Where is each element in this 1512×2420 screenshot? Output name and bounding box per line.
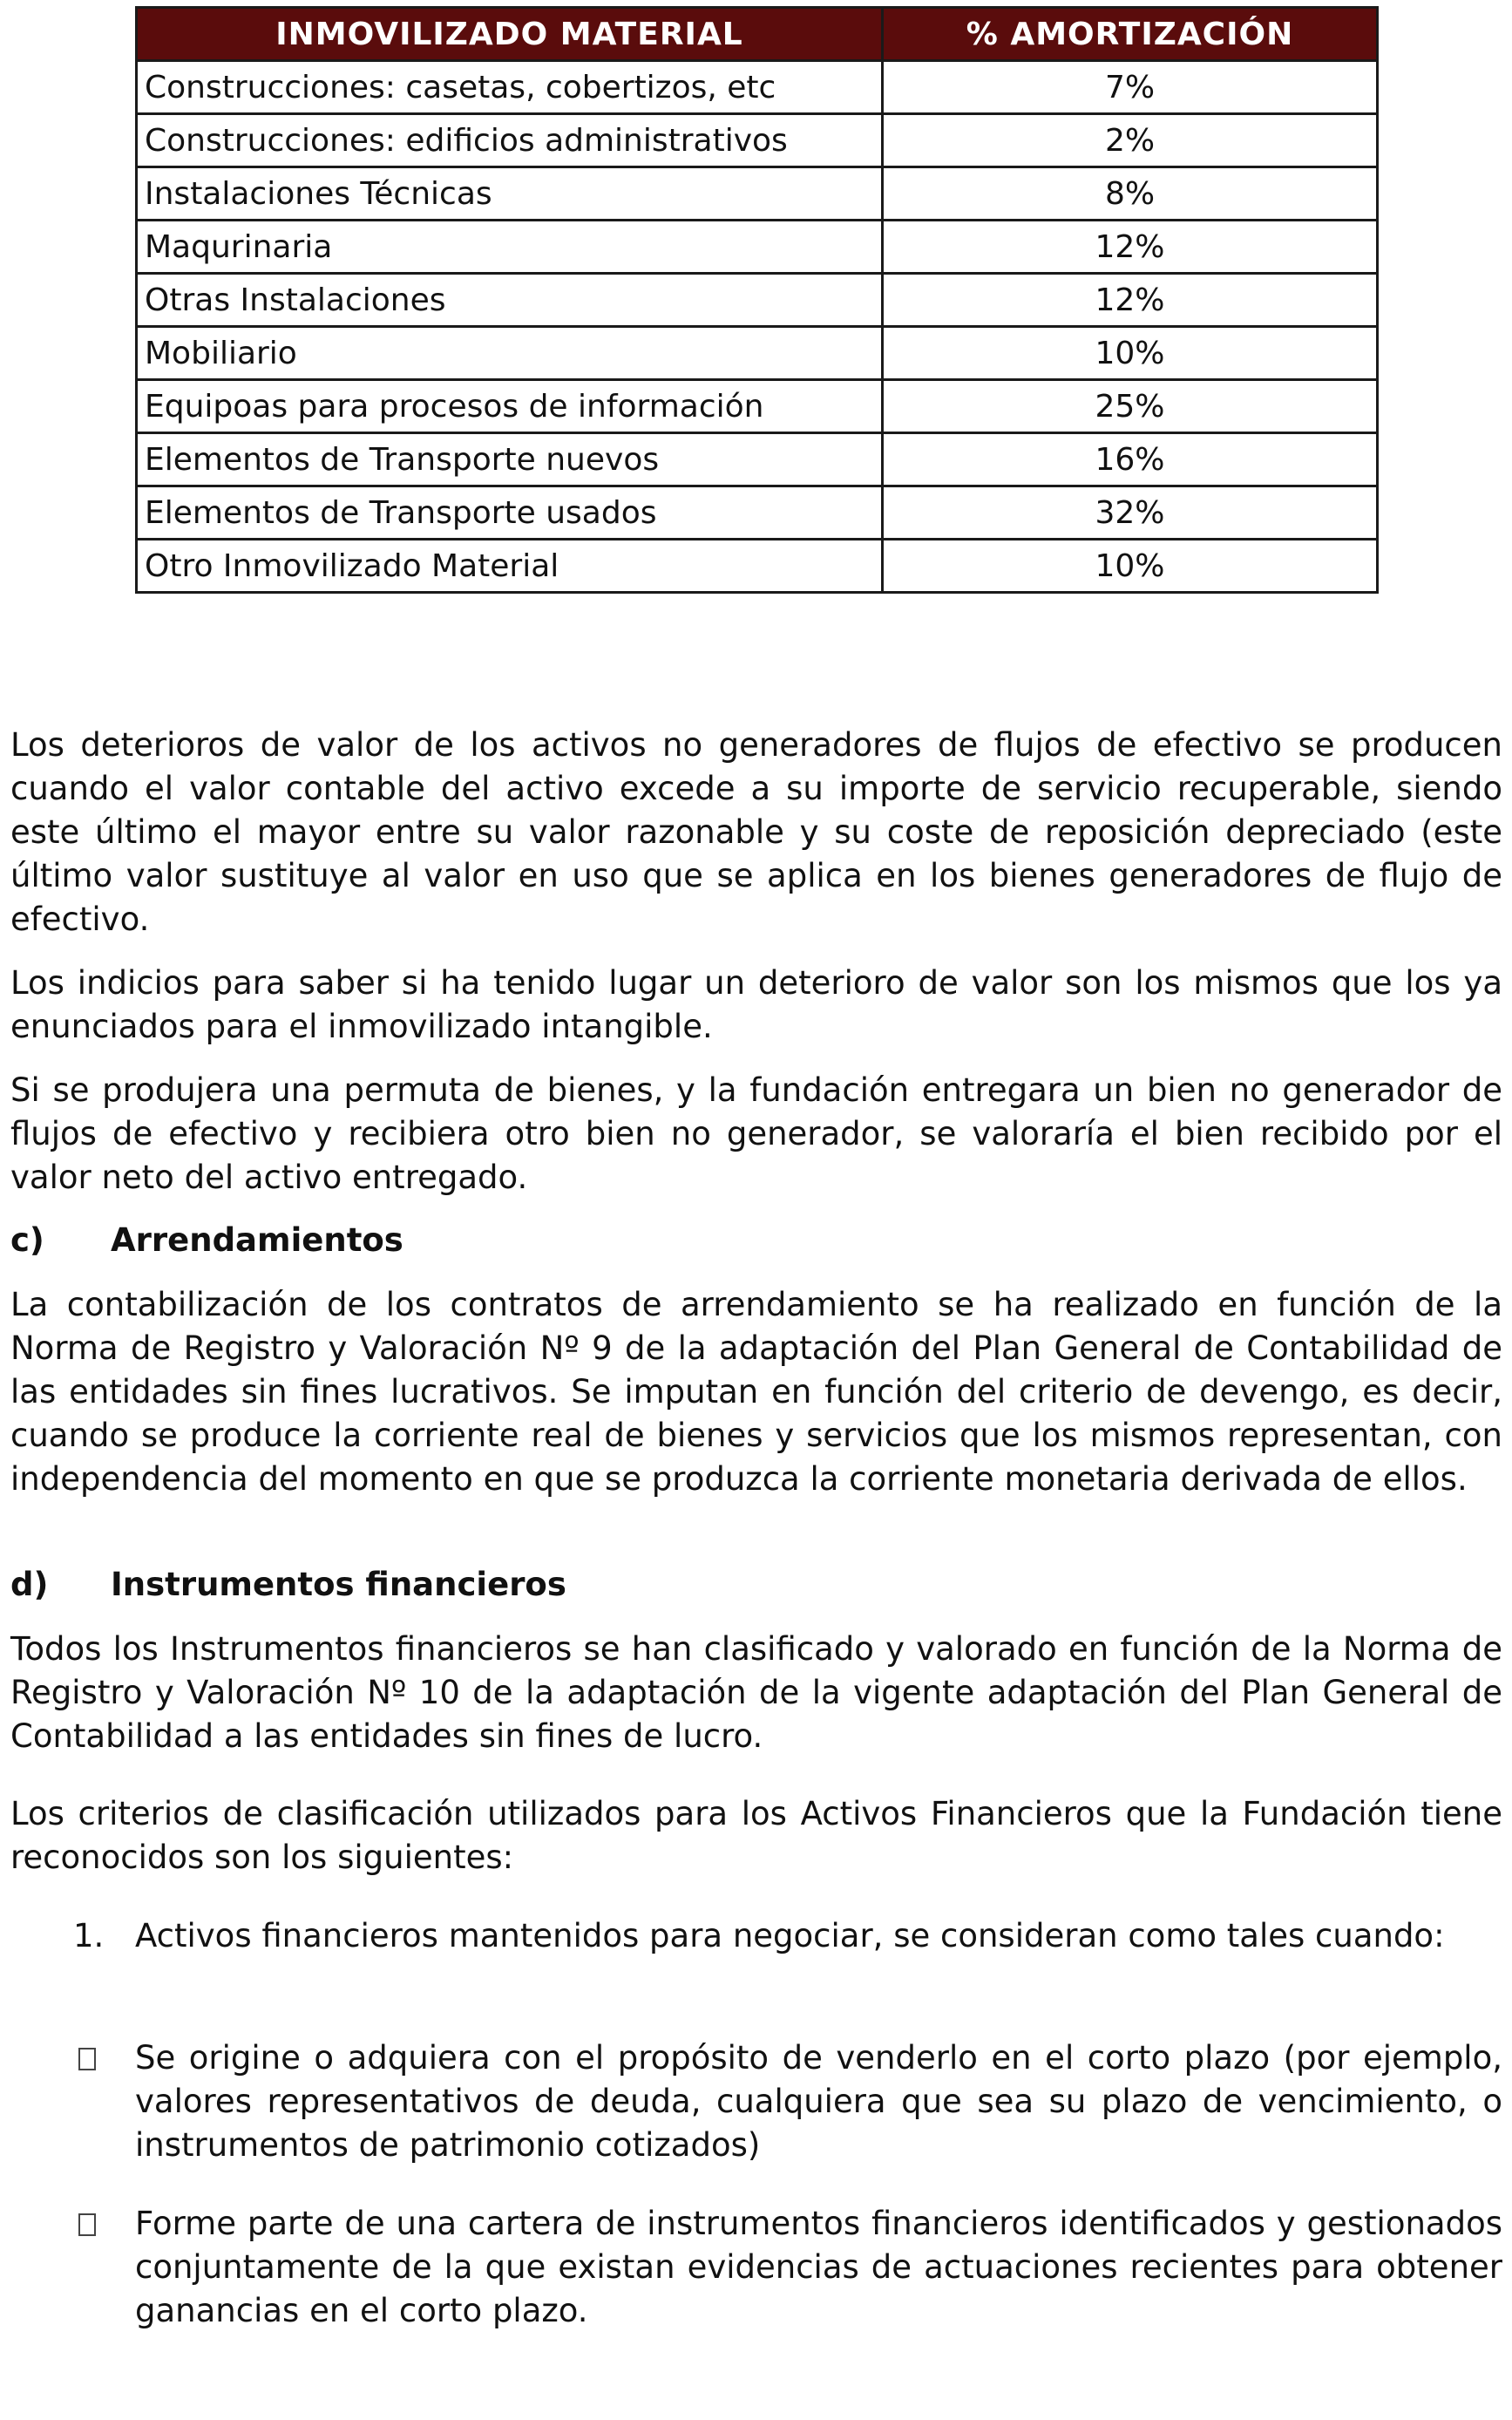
bullet-box-icon — [78, 2036, 96, 2082]
section-letter: d) — [10, 1566, 49, 1603]
percent-cell: 7% — [883, 61, 1378, 114]
paragraph-permuta: Si se produjera una permuta de bienes, y la fundación entregara un bien no generador de flujos de efectivo y recibiera otro bien no generador, se valoraría el bien recibido por el valor neto del activo entregado. — [10, 1071, 1502, 1196]
list-item-text: Activos financieros mantenidos para negociar, se consideran como tales cuando: — [135, 1917, 1445, 1954]
table-header-row — [137, 8, 1378, 61]
table-row — [137, 167, 1378, 221]
percent-cell: 12% — [883, 274, 1378, 327]
amortization-table — [135, 6, 1379, 594]
asset-cell: Construcciones: casetas, cobertizos, etc — [137, 61, 883, 114]
column-header-asset: INMOVILIZADO MATERIAL — [137, 8, 883, 61]
table-row — [137, 380, 1378, 433]
asset-cell: Mobiliario — [137, 327, 883, 380]
table-row — [137, 327, 1378, 380]
table-row — [137, 274, 1378, 327]
percent-cell: 32% — [883, 486, 1378, 540]
table-row — [137, 114, 1378, 167]
section-title: Instrumentos financieros — [111, 1566, 566, 1603]
table-row — [137, 486, 1378, 540]
paragraph-deterioros: Los deterioros de valor de los activos no generadores de flujos de efectivo se producen cuando el valor contable del activo excede a su importe de servicio recuperable, siendo este último el mayor entre su valor razonable y su coste de reposición depreciado (este último valor sustituye al valor en uso que se aplica en los bienes generadores de flujo de efectivo. — [10, 726, 1502, 938]
column-header-percent: % AMORTIZACIÓN — [883, 8, 1378, 61]
paragraph-arrendamientos: La contabilización de los contratos de arrendamiento se ha realizado en función de la Norma de Registro y Valoración Nº 9 de la adaptación del Plan General de Contabilidad de las entidades sin fines lucrativos. Se imputan en función del criterio de devengo, es decir, cuando se produce la corriente real de bienes y servicios que los mismos representan, con independencia del momento en que se produzca la corriente monetaria derivada de ellos. — [10, 1286, 1502, 1498]
list-item-text: Forme parte de una cartera de instrumentos financieros identificados y gestionados conjuntamente de la que existan evidencias de actuaciones recientes para obtener ganancias en el corto plazo. — [135, 2205, 1502, 2329]
percent-cell: 16% — [883, 433, 1378, 486]
asset-cell: Elementos de Transporte nuevos — [137, 433, 883, 486]
asset-cell: Maqurinaria — [137, 221, 883, 274]
percent-cell: 12% — [883, 221, 1378, 274]
percent-cell: 2% — [883, 114, 1378, 167]
paragraph-instrumentos: Todos los Instrumentos financieros se han clasificado y valorado en función de la Norma de Registro y Valoración Nº 10 de la adaptación de la vigente adaptación del Plan General de Contabilidad a las entidades sin fines de lucro. — [10, 1630, 1502, 1755]
percent-cell: 10% — [883, 540, 1378, 593]
asset-cell: Construcciones: edificios administrativos — [137, 114, 883, 167]
asset-cell: Otro Inmovilizado Material — [137, 540, 883, 593]
asset-cell: Instalaciones Técnicas — [137, 167, 883, 221]
table-row — [137, 221, 1378, 274]
section-title: Arrendamientos — [111, 1221, 403, 1259]
table-row — [137, 433, 1378, 486]
asset-cell: Equipoas para procesos de información — [137, 380, 883, 433]
section-letter: c) — [10, 1221, 44, 1259]
asset-cell: Otras Instalaciones — [137, 274, 883, 327]
bullet-box-icon — [78, 2202, 96, 2247]
paragraph-indicios: Los indicios para saber si ha tenido lugar un deterioro de valor son los mismos que los ya enunciados para el inmovilizado intangible. — [10, 964, 1502, 1045]
table-row — [137, 540, 1378, 593]
bullet-list-item — [10, 2202, 1502, 2333]
list-number: 1. — [73, 1917, 105, 1954]
bullet-list-item — [10, 2036, 1502, 2167]
list-item-text: Se origine o adquiera con el propósito de venderlo en el corto plazo (por ejemplo, valores representativos de deuda, cualquiera que sea su plazo de vencimiento, o instrumentos de patrimonio cotizados) — [135, 2039, 1502, 2164]
section-heading-instrumentos — [10, 1563, 1492, 1607]
table-row — [137, 61, 1378, 114]
asset-cell: Elementos de Transporte usados — [137, 486, 883, 540]
percent-cell: 25% — [883, 380, 1378, 433]
paragraph-criterios: Los criterios de clasificación utilizados para los Activos Financieros que la Fundación tiene reconocidos son los siguientes: — [10, 1795, 1502, 1876]
percent-cell: 8% — [883, 167, 1378, 221]
numbered-list-item — [10, 1914, 1502, 1958]
percent-cell: 10% — [883, 327, 1378, 380]
section-heading-arrendamientos — [10, 1219, 1492, 1262]
